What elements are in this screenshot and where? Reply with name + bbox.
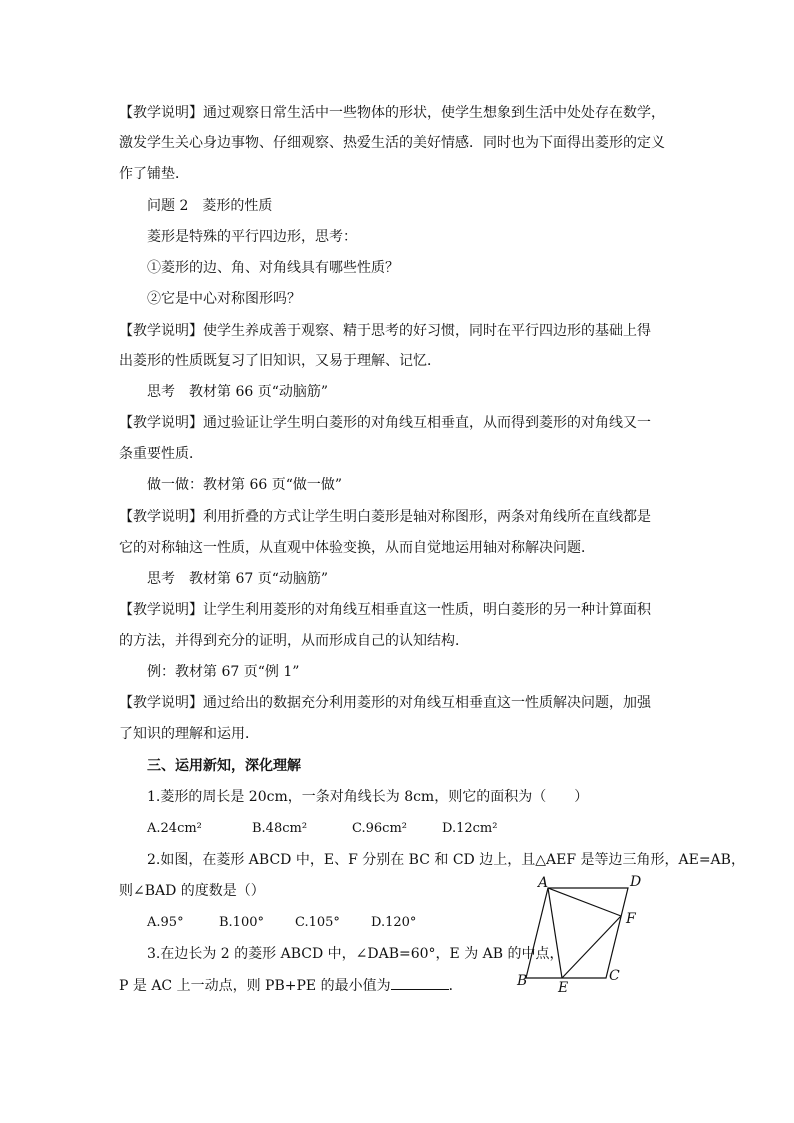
note4-line2: 的方法，并得到充分的证明，从而形成自己的认知结构． [119,633,469,649]
intro-note-line1: 【教学说明】通过观察日常生活中一些物体的形状，使学生想象到生活中处处存在数学， [119,105,665,121]
question2-item2: ②它是中心对称图形吗？ [147,291,301,307]
note5-line2: 了知识的理解和运用． [119,726,259,742]
label-f: F [626,911,636,927]
answer-blank [391,975,449,990]
problem2-option-c: C.105° [295,915,340,930]
note5-line1: 【教学说明】通过给出的数据充分利用菱形的对角线互相垂直这一性质解决问题，加强 [119,695,651,711]
problem3-stem-text: P 是 AC 上一动点，则 PB+PE 的最小值为 [119,978,391,994]
think2-title: 思考 教材第 67 页“动脑筋” [147,571,329,587]
question2-intro: 菱形是特殊的平行四边形，思考： [147,229,357,245]
intro-note-line2: 激发学生关心身边事物、仔细观察、热爱生活的美好情感．同时也为下面得出菱形的定义 [119,135,665,151]
problem1-option-d: D.12cm² [442,821,498,836]
question2-title: 问题 2 菱形的性质 [147,198,273,214]
label-d: D [630,874,642,890]
question2-item1: ①菱形的边、角、对角线具有哪些性质？ [147,260,399,276]
problem2-option-b: B.100° [219,915,264,930]
rhombus-figure [508,868,658,994]
problem1-option-b: B.48cm² [252,821,308,836]
note4-line1: 【教学说明】让学生利用菱形的对角线互相垂直这一性质，明白菱形的另一种计算面积 [119,602,651,618]
problem1-option-c: C.96cm² [352,821,407,836]
segment-af [548,888,621,916]
label-a: A [538,875,549,891]
rhombus-abcd [526,888,628,978]
note2-line2: 条重要性质． [119,446,203,462]
problem1-options [147,820,547,838]
note1-line1: 【教学说明】使学生养成善于观察、精于思考的好习惯，同时在平行四边形的基础上得 [119,323,651,339]
problem2-option-a: A.95° [147,915,184,930]
problem3-stem-end: ． [448,978,463,994]
label-b: B [517,973,528,989]
intro-note-line3: 作了铺垫． [119,166,189,182]
note1-line2: 出菱形的性质既复习了旧知识，又易于理解、记忆． [119,353,441,369]
section3-heading: 三、运用新知，深化理解 [147,758,301,774]
problem3-stem-line1: 3.在边长为 2 的菱形 ABCD 中，∠DAB=60°，E 为 AB 的中点， [147,946,564,962]
problem2-stem-line1: 2.如图，在菱形 ABCD 中，E、F 分别在 BC 和 CD 边上，且△AEF 是等边三角形，AE=AB， [147,852,745,868]
segment-ae [548,888,562,978]
problem2-options [147,914,447,932]
problem1-stem: 1.菱形的周长是 20cm，一条对角线长为 8cm，则它的面积为（ ） [147,789,589,805]
problem2-option-d: D.120° [371,915,417,930]
problem3-stem-line2 [119,975,463,996]
problem1-option-a: A.24cm² [147,821,202,836]
problem2-stem-line2: 则∠BAD 的度数是（） [119,883,265,899]
label-e: E [558,980,569,994]
note3-line2: 它的对称轴这一性质，从直观中体验变换，从而自觉地运用轴对称解决问题． [119,540,595,556]
note2-line1: 【教学说明】通过验证让学生明白菱形的对角线互相垂直，从而得到菱形的对角线又一 [119,415,651,431]
example-title: 例：教材第 67 页“例 1” [147,664,300,680]
label-c: C [609,968,620,984]
note3-line1: 【教学说明】利用折叠的方式让学生明白菱形是轴对称图形，两条对角线所在直线都是 [119,509,651,525]
doit-title: 做一做：教材第 66 页“做一做” [147,477,343,493]
think1-title: 思考 教材第 66 页“动脑筋” [147,384,329,400]
